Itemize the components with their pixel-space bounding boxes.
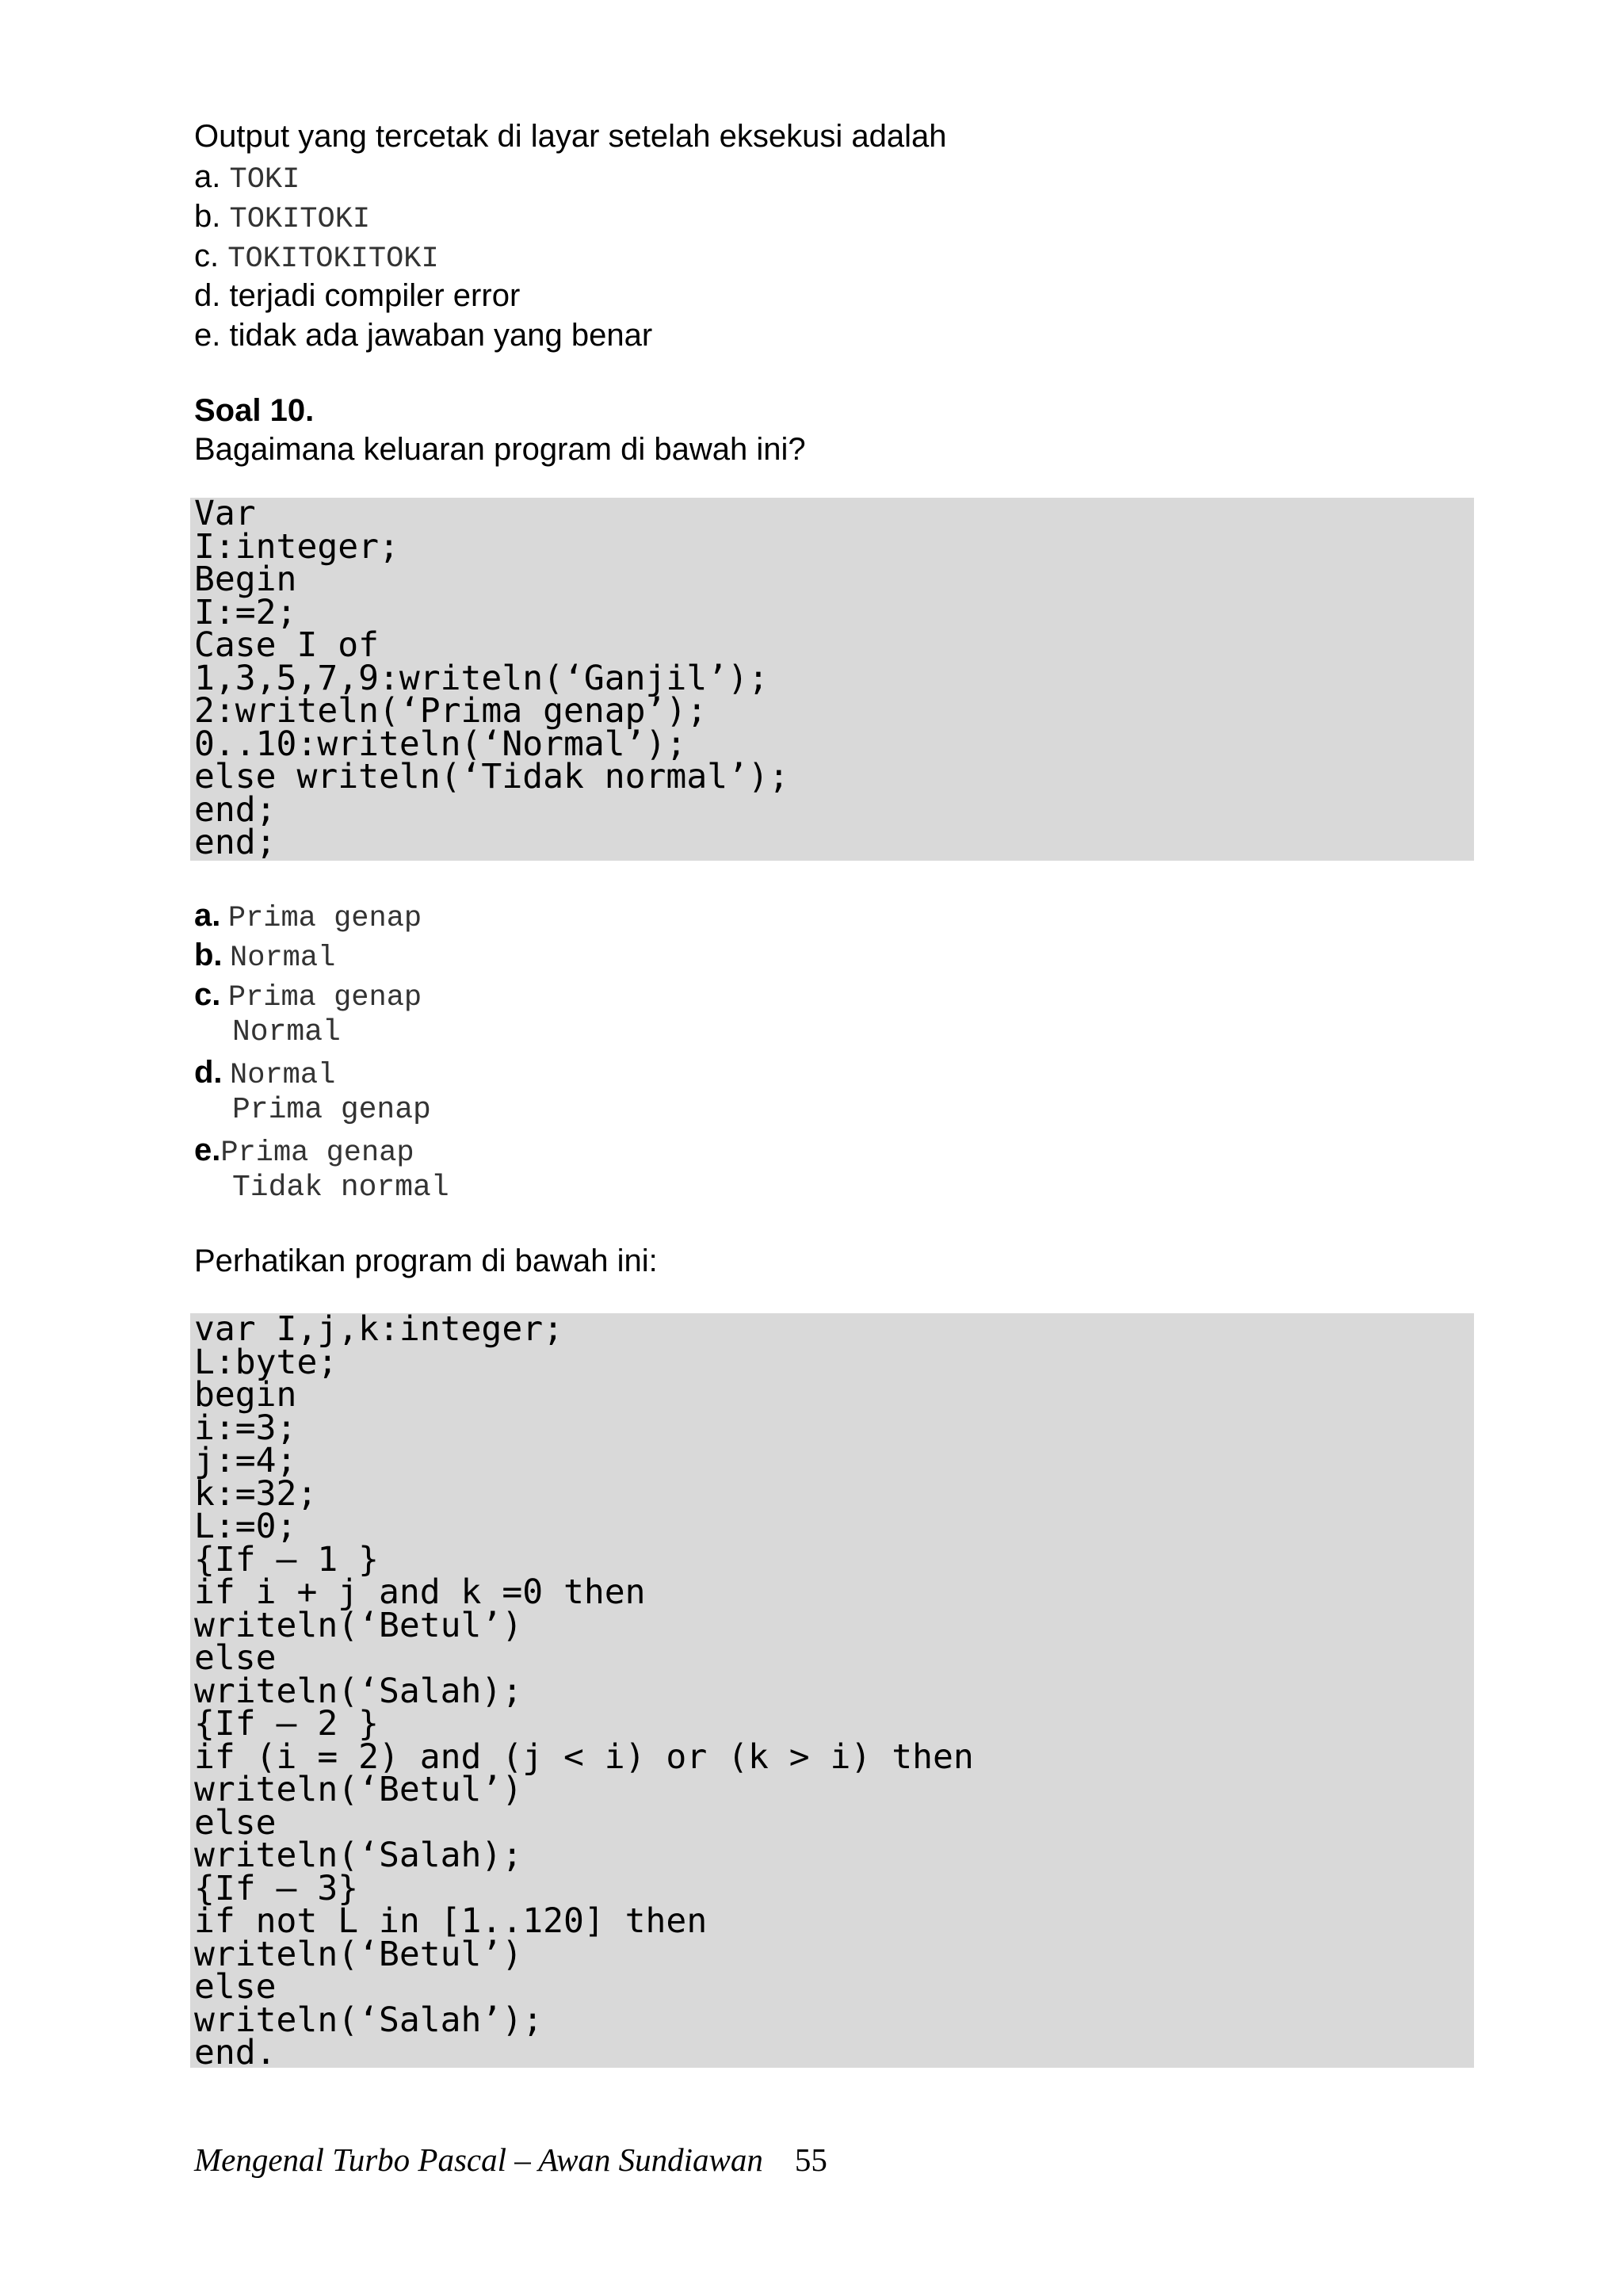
- soal-10-option-d: [194, 1052, 335, 1095]
- code-line: k:=32;: [194, 1473, 318, 1514]
- code-line: var I,j,k:integer;: [194, 1309, 563, 1349]
- code-line: I:=2;: [194, 592, 297, 632]
- option-text: Prima genap: [220, 1137, 414, 1170]
- code-line: else writeln(‘Tidak normal’);: [194, 757, 789, 797]
- code-line: {If – 2 }: [194, 1704, 379, 1744]
- code-line: else: [194, 1802, 277, 1843]
- option-text: Prima genap: [227, 902, 422, 935]
- code-line: i:=3;: [194, 1408, 297, 1448]
- code-line: {If – 1 }: [194, 1539, 379, 1580]
- code-line: Case I of: [194, 625, 379, 665]
- soal-10-option-c: [194, 975, 422, 1018]
- code-line: writeln(‘Betul’): [194, 1605, 523, 1645]
- soal-10-prompt: Bagaimana keluaran program di bawah ini?: [194, 432, 806, 467]
- code-line: end;: [194, 789, 277, 830]
- code-line: L:=0;: [194, 1507, 297, 1546]
- option-text: tidak ada jawaban yang benar: [229, 318, 653, 353]
- prev-option-a: [194, 157, 300, 200]
- code-line: else: [194, 1967, 277, 2007]
- prev-option-c: [194, 236, 439, 279]
- option-letter: b.: [194, 938, 223, 972]
- code-line: 0..10:writeln(‘Normal’);: [194, 724, 687, 764]
- option-text: TOKITOKITOKI: [227, 243, 439, 276]
- option-letter: d.: [194, 278, 221, 313]
- code-line: else: [194, 1638, 277, 1678]
- soal-10-option-a: [194, 896, 422, 938]
- code-line: Var: [194, 494, 256, 533]
- code-block-next-question: [190, 1309, 1474, 2073]
- prev-option-d: [194, 276, 520, 315]
- option-letter: e.: [194, 318, 221, 353]
- prev-option-e: [194, 315, 652, 355]
- code-line: {If – 3}: [194, 1868, 359, 1908]
- code-line: if i + j and k =0 then: [194, 1572, 646, 1612]
- soal-10-option-b: [194, 935, 335, 978]
- code-block-soal-10: [190, 494, 1474, 862]
- prev-option-b: [194, 197, 370, 239]
- option-text: Normal: [230, 1059, 336, 1092]
- option-letter: e.: [194, 1133, 221, 1167]
- code-line: 1,3,5,7,9:writeln(‘Ganjil’);: [194, 658, 769, 698]
- code-line: L:byte;: [194, 1342, 338, 1382]
- page-number: 55: [794, 2141, 827, 2178]
- code-line: begin: [194, 1375, 297, 1415]
- code-line: end;: [194, 823, 277, 862]
- footer-title: Mengenal Turbo Pascal – Awan Sundiawan: [194, 2141, 763, 2178]
- option-letter: a.: [194, 159, 221, 194]
- code-line: end.: [194, 2033, 277, 2073]
- option-letter: c.: [194, 239, 220, 273]
- option-text-continued: Prima genap: [232, 1093, 431, 1127]
- option-letter: d.: [194, 1055, 223, 1090]
- option-text: Normal: [230, 942, 336, 975]
- next-question-prompt: Perhatikan program di bawah ini:: [194, 1244, 658, 1278]
- code-line: Begin: [194, 560, 297, 599]
- option-text: TOKITOKI: [229, 203, 371, 236]
- code-line: writeln(‘Salah’);: [194, 2000, 544, 2040]
- option-text: Prima genap: [227, 981, 422, 1014]
- code-line: 2:writeln(‘Prima genap’);: [194, 691, 708, 731]
- option-text-continued: Tidak normal: [232, 1171, 449, 1205]
- code-line: j:=4;: [194, 1441, 297, 1480]
- option-text-continued: Normal: [232, 1015, 341, 1049]
- option-text: terjadi compiler error: [229, 278, 521, 313]
- option-letter: a.: [194, 898, 221, 933]
- soal-10-option-e: [194, 1130, 414, 1173]
- code-line: writeln(‘Salah);: [194, 1671, 523, 1711]
- prev-question-prompt: Output yang tercetak di layar setelah eksekusi adalah: [194, 119, 947, 154]
- option-letter: c.: [194, 977, 221, 1012]
- code-line: if (i = 2) and (j < i) or (k > i) then: [194, 1736, 974, 1777]
- soal-10-heading: Soal 10.: [194, 393, 315, 428]
- code-line: writeln(‘Salah);: [194, 1836, 523, 1875]
- option-letter: b.: [194, 199, 221, 234]
- code-line: writeln(‘Betul’): [194, 1770, 523, 1809]
- option-text: TOKI: [229, 163, 300, 197]
- code-line: writeln(‘Betul’): [194, 1934, 523, 1974]
- code-line: I:integer;: [194, 526, 399, 567]
- code-line: if not L in [1..120] then: [194, 1901, 708, 1941]
- page-footer: [194, 2140, 827, 2179]
